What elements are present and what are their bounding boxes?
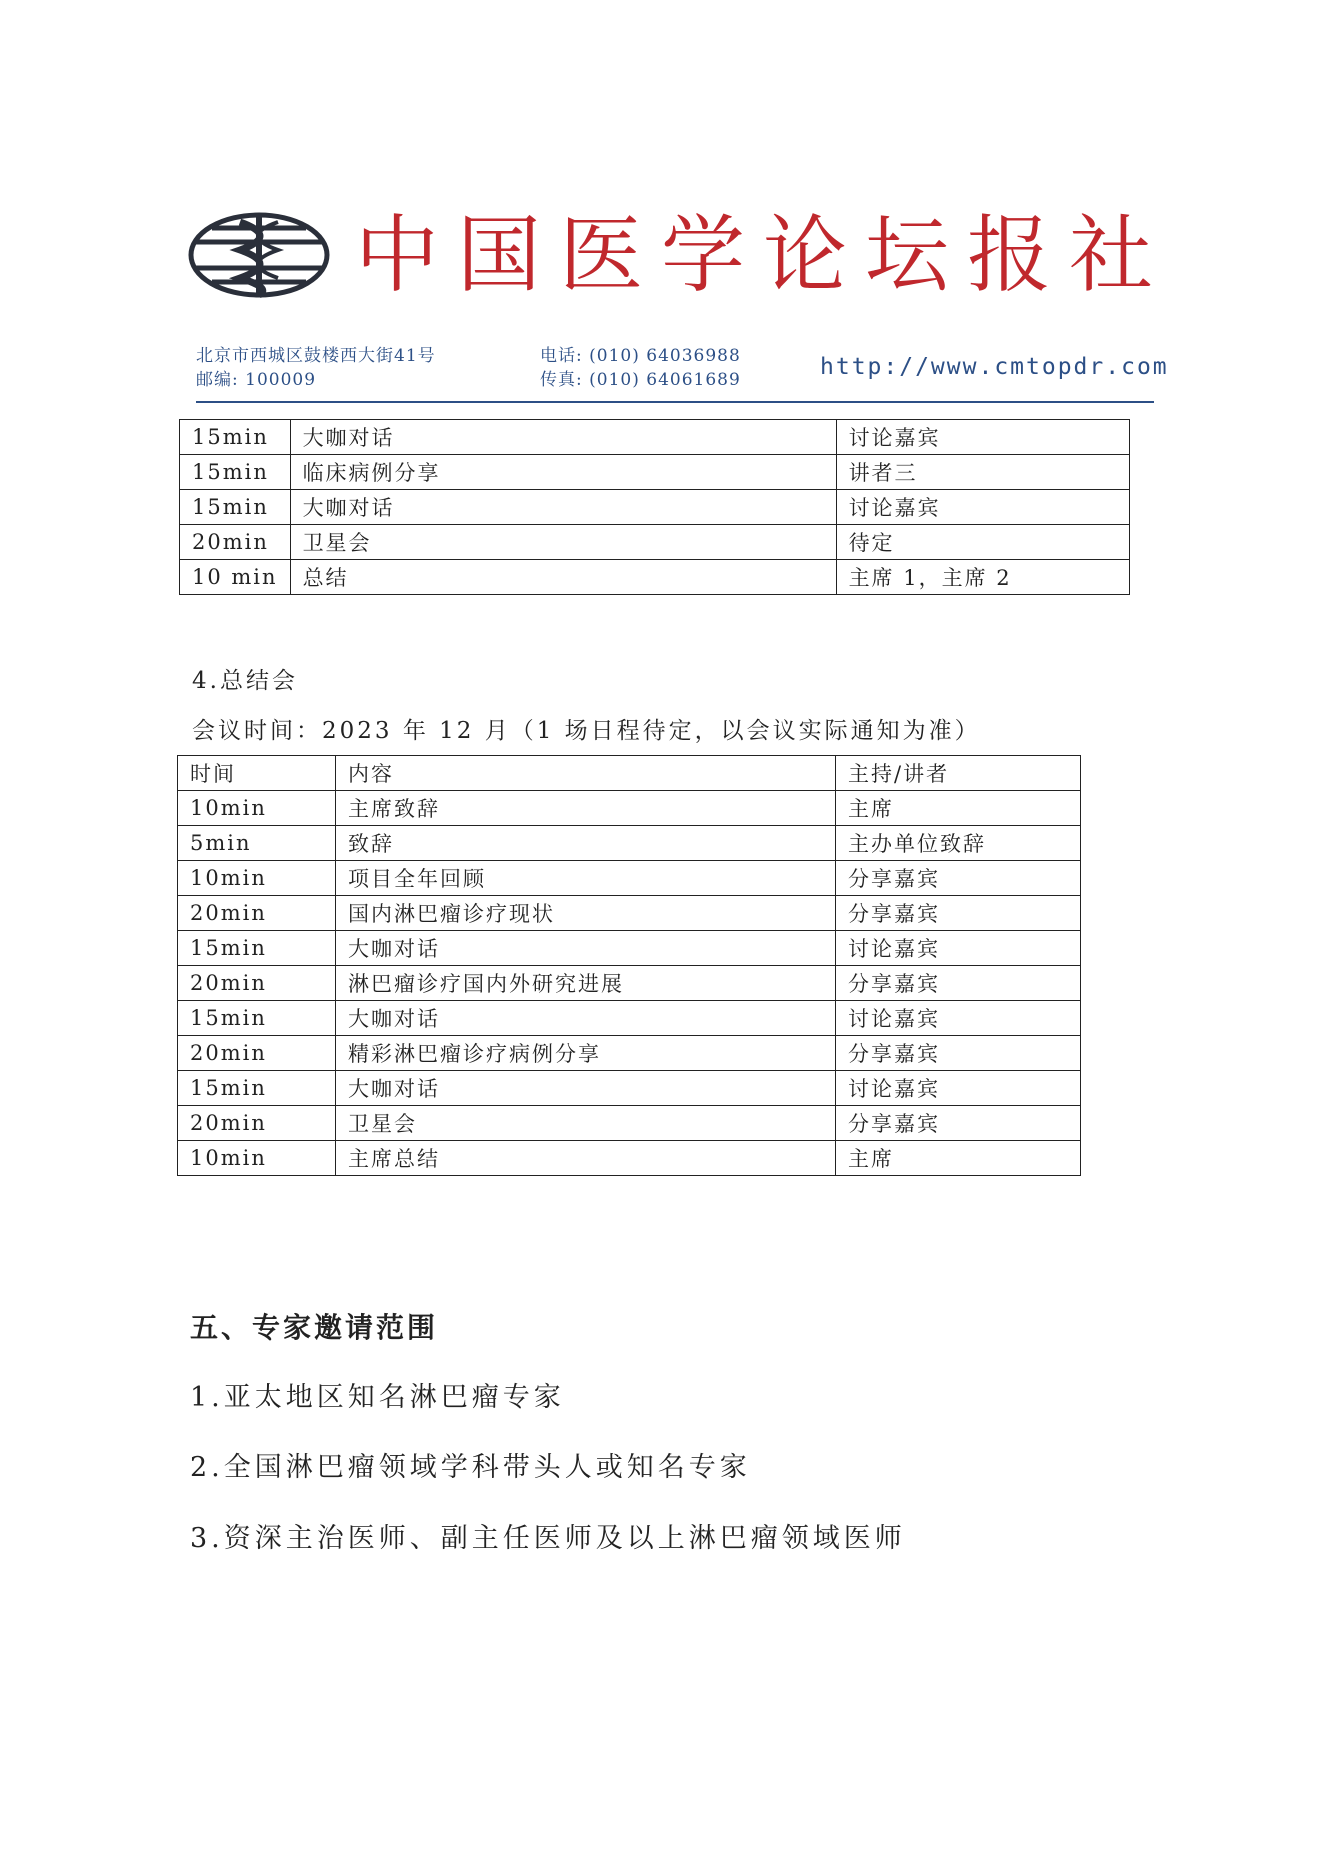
content-cell: 临床病例分享 (290, 455, 836, 490)
list-item: 3.资深主治医师、副主任医师及以上淋巴瘤领域医师 (190, 1523, 906, 1554)
content-cell: 大咖对话 (336, 1001, 836, 1036)
duration-cell: 20min (180, 525, 291, 560)
duration-cell: 20min (178, 1106, 336, 1141)
table-row (178, 1036, 1081, 1071)
table-row (178, 896, 1081, 931)
duration-cell: 10min (178, 791, 336, 826)
meeting-time: 会议时间：2023 年 12 月（1 场日程待定，以会议实际通知为准） (192, 718, 981, 744)
table-row (178, 1001, 1081, 1036)
duration-cell: 20min (178, 1036, 336, 1071)
website-url: http://www.cmtopdr.com (820, 354, 1169, 380)
duration-cell: 10min (178, 861, 336, 896)
table-row (178, 826, 1081, 861)
table-row (178, 1071, 1081, 1106)
duration-cell: 15min (180, 420, 291, 455)
list-item: 2.全国淋巴瘤领域学科带头人或知名专家 (190, 1452, 751, 1483)
list-item: 1.亚太地区知名淋巴瘤专家 (190, 1382, 565, 1413)
speaker-cell: 分享嘉宾 (836, 896, 1081, 931)
speaker-cell: 讨论嘉宾 (836, 420, 1129, 455)
duration-cell: 15min (180, 455, 291, 490)
content-cell: 国内淋巴瘤诊疗现状 (336, 896, 836, 931)
speaker-cell: 讨论嘉宾 (836, 1001, 1081, 1036)
globe-caduceus-logo (188, 212, 330, 298)
table-row (178, 966, 1081, 1001)
content-cell: 大咖对话 (290, 420, 836, 455)
address-block (196, 344, 436, 392)
duration-cell: 15min (178, 931, 336, 966)
table-header-row (178, 756, 1081, 791)
content-cell: 卫星会 (336, 1106, 836, 1141)
table-row (180, 420, 1130, 455)
postcode-line: 邮编: 100009 (196, 370, 317, 390)
duration-cell: 15min (178, 1071, 336, 1106)
speaker-cell: 主办单位致辞 (836, 826, 1081, 861)
section-heading: 4.总结会 (192, 668, 298, 694)
speaker-cell: 讨论嘉宾 (836, 931, 1081, 966)
content-cell: 淋巴瘤诊疗国内外研究进展 (336, 966, 836, 1001)
duration-cell: 15min (180, 490, 291, 525)
header-divider (196, 401, 1154, 403)
content-cell: 大咖对话 (336, 931, 836, 966)
table-row (180, 490, 1130, 525)
content-cell: 总结 (290, 560, 836, 595)
header-cell: 主持/讲者 (836, 756, 1081, 791)
phone-line: 电话: (010) 64036988 (540, 346, 741, 366)
content-cell: 大咖对话 (290, 490, 836, 525)
duration-cell: 5min (178, 826, 336, 861)
speaker-cell: 讨论嘉宾 (836, 490, 1129, 525)
table-row (180, 560, 1130, 595)
organization-name: 中国医学论坛报社 (355, 206, 1172, 304)
speaker-cell: 讨论嘉宾 (836, 1071, 1081, 1106)
speaker-cell: 主席 (836, 1141, 1081, 1176)
table-row (178, 1141, 1081, 1176)
table-row (180, 455, 1130, 490)
speaker-cell: 主席 1，主席 2 (836, 560, 1129, 595)
table-row (180, 525, 1130, 560)
agenda-table-continued (179, 419, 1130, 595)
duration-cell: 15min (178, 1001, 336, 1036)
address-line: 北京市西城区鼓楼西大街41号 (196, 346, 436, 366)
table-row (178, 861, 1081, 896)
speaker-cell: 分享嘉宾 (836, 861, 1081, 896)
content-cell: 致辞 (336, 826, 836, 861)
summary-meeting-agenda-table (177, 755, 1081, 1176)
speaker-cell: 讲者三 (836, 455, 1129, 490)
speaker-cell: 待定 (836, 525, 1129, 560)
speaker-cell: 主席 (836, 791, 1081, 826)
speaker-cell: 分享嘉宾 (836, 1106, 1081, 1141)
content-cell: 主席致辞 (336, 791, 836, 826)
duration-cell: 10 min (180, 560, 291, 595)
fax-line: 传真: (010) 64061689 (540, 370, 741, 390)
content-cell: 主席总结 (336, 1141, 836, 1176)
content-cell: 精彩淋巴瘤诊疗病例分享 (336, 1036, 836, 1071)
table-row (178, 791, 1081, 826)
content-cell: 项目全年回顾 (336, 861, 836, 896)
duration-cell: 10min (178, 1141, 336, 1176)
phone-block (540, 344, 741, 392)
section-title: 五、专家邀请范围 (190, 1311, 439, 1344)
content-cell: 大咖对话 (336, 1071, 836, 1106)
table-row (178, 1106, 1081, 1141)
speaker-cell: 分享嘉宾 (836, 1036, 1081, 1071)
header-cell: 内容 (336, 756, 836, 791)
table-row (178, 931, 1081, 966)
duration-cell: 20min (178, 966, 336, 1001)
header-cell: 时间 (178, 756, 336, 791)
duration-cell: 20min (178, 896, 336, 931)
speaker-cell: 分享嘉宾 (836, 966, 1081, 1001)
content-cell: 卫星会 (290, 525, 836, 560)
